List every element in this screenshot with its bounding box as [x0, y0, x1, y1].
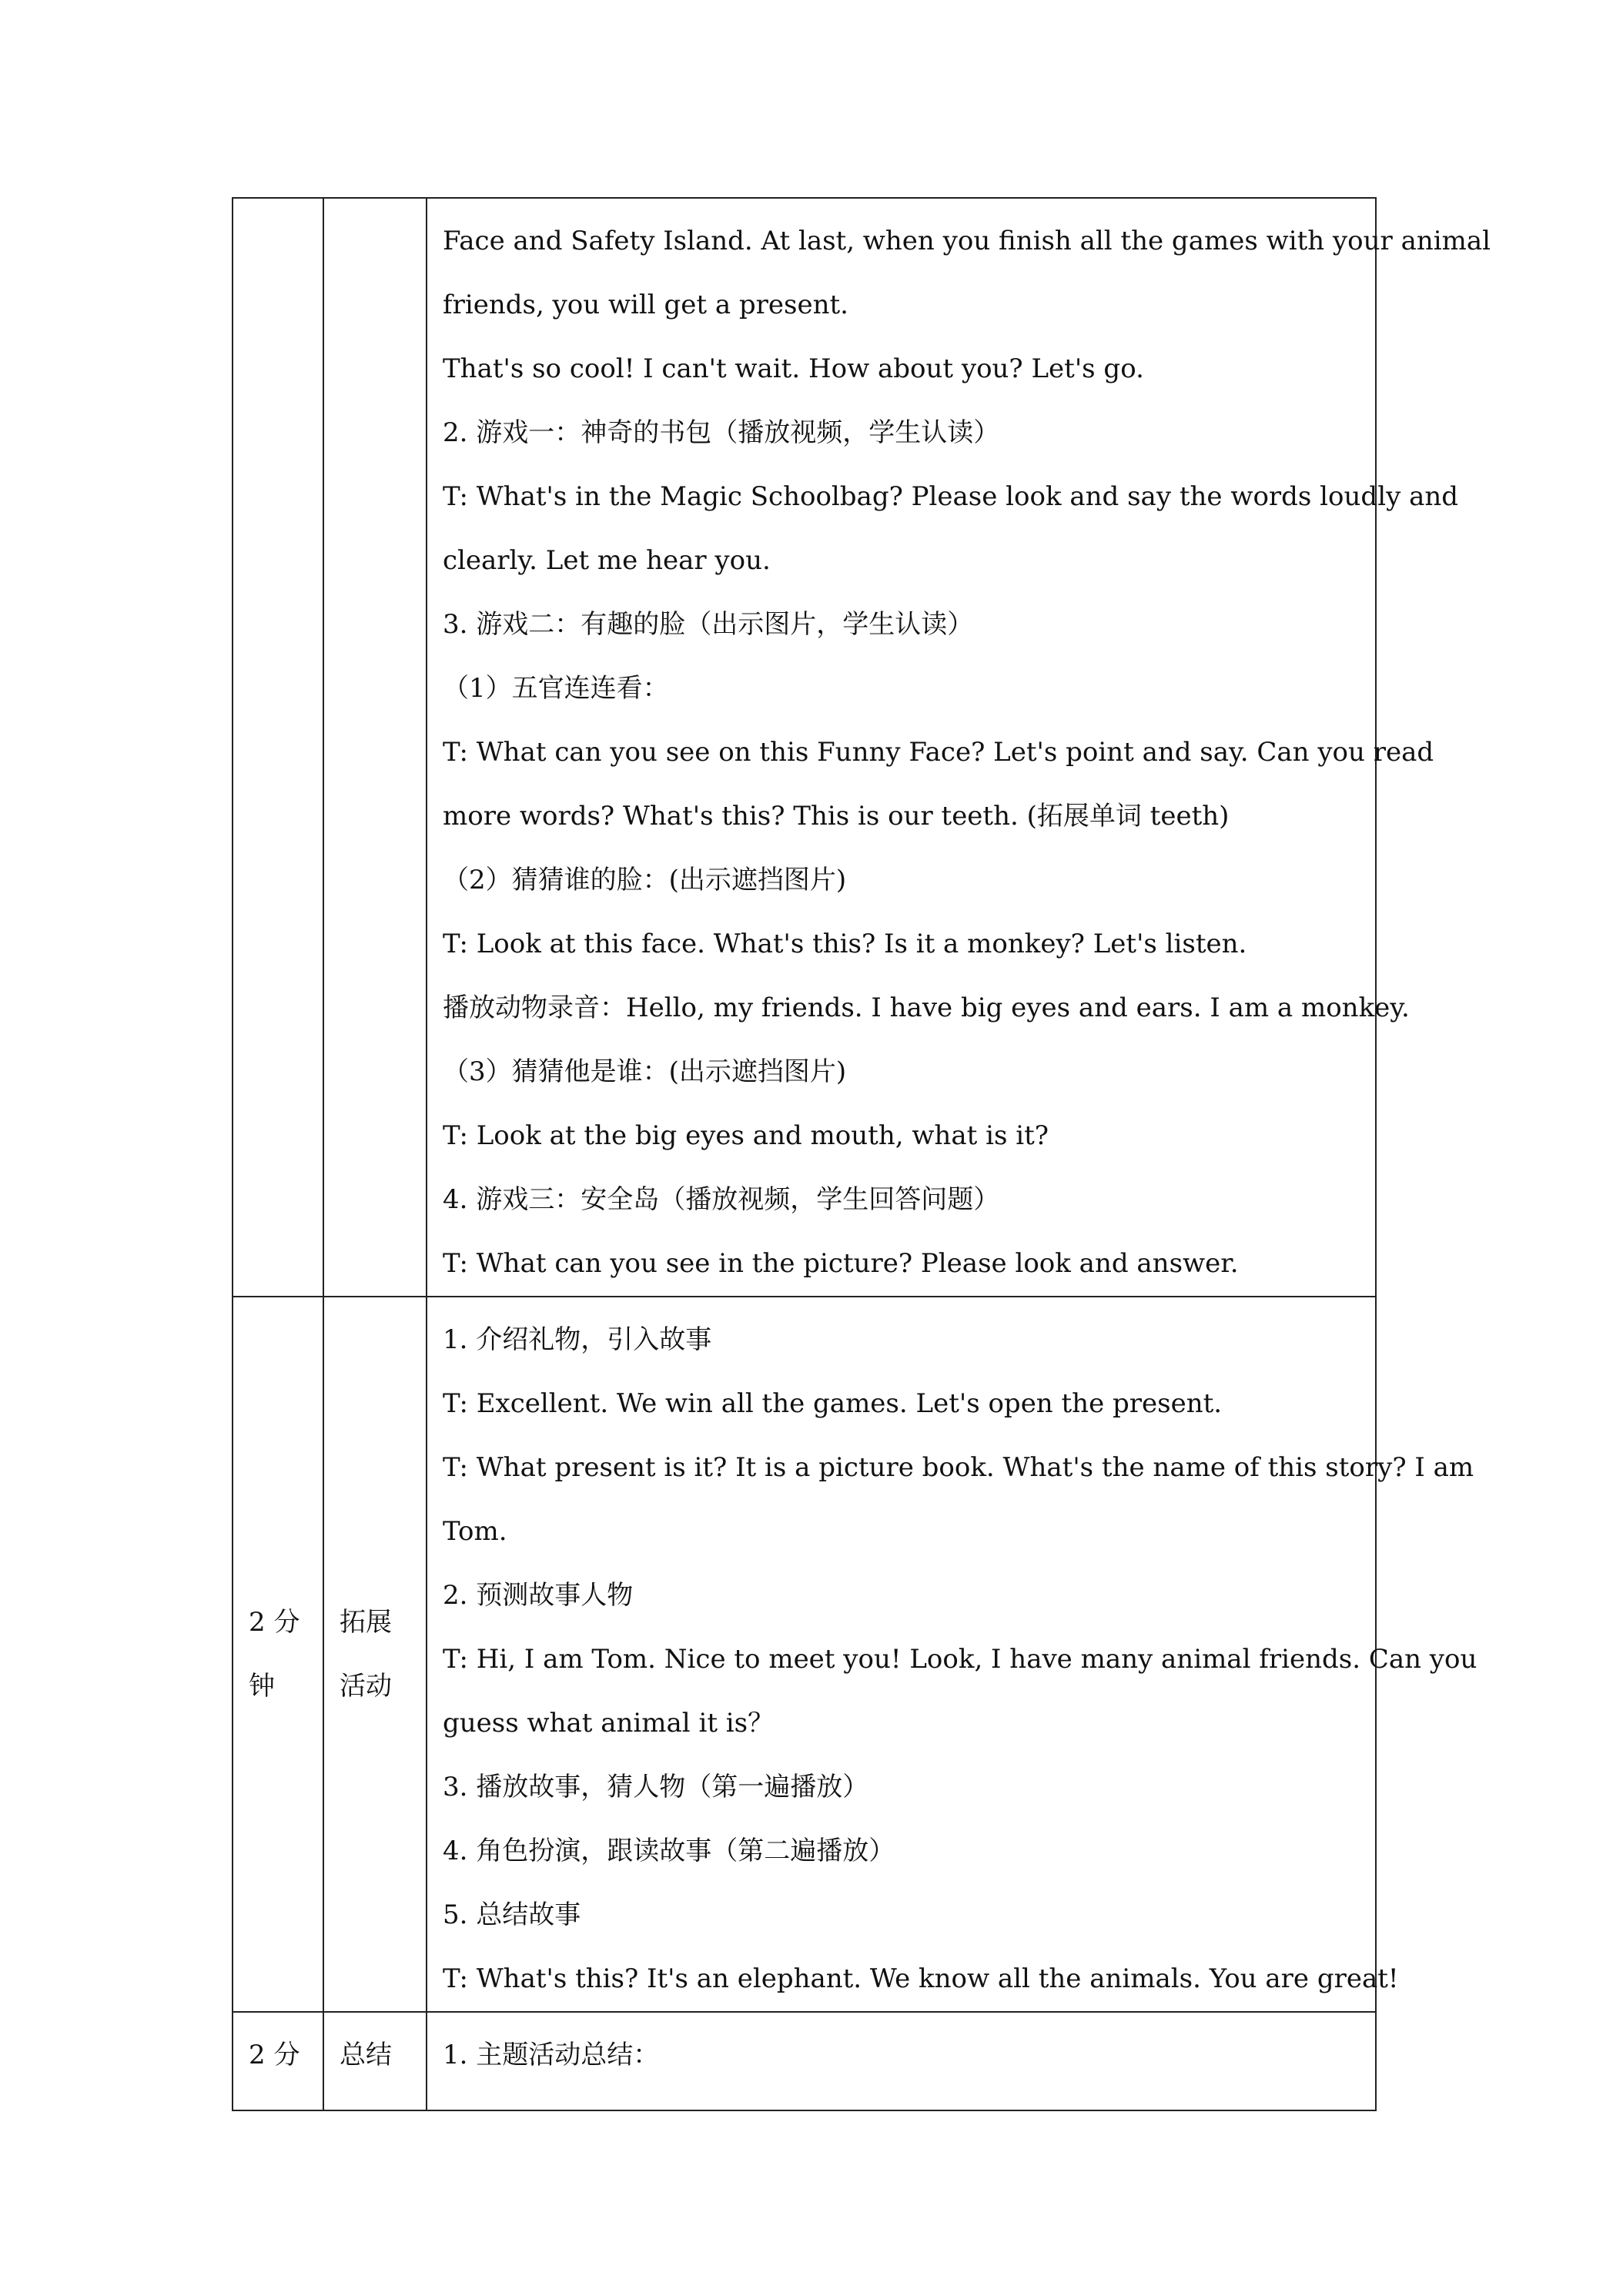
content-line: 3. 播放故事，猜人物（第一遍播放）: [443, 1772, 869, 1802]
content-line: Face and Safety Island. At last, when you finish all the games with your animal: [443, 226, 1491, 256]
content-line: Tom.: [443, 1516, 507, 1547]
content-line: friends, you will get a present.: [443, 290, 848, 320]
content-line: （1）五官连连看：: [443, 673, 669, 704]
content-line: 4. 游戏三：安全岛（播放视频，学生回答问题）: [443, 1184, 1000, 1215]
content-line: T: What can you see in the picture? Please look and answer.: [443, 1248, 1239, 1279]
content-line: more words? What's this? This is our teeth. (拓展单词 teeth): [443, 801, 1230, 832]
content-line: 2. 预测故事人物: [443, 1580, 634, 1611]
time-text: 2 分: [249, 1606, 300, 1638]
stage-text: 活动: [340, 1670, 392, 1702]
content-line: 播放动物录音：Hello, my friends. I have big eyes and ears. I am a monkey.: [443, 992, 1410, 1023]
content-line: 4. 角色扮演，跟读故事（第二遍播放）: [443, 1836, 895, 1866]
content-line: 2. 游戏一：神奇的书包（播放视频，学生认读）: [443, 417, 1000, 448]
table-row: [233, 1297, 1376, 2012]
content-line: T: Look at this face. What's this? Is it a monkey? Let's listen.: [443, 929, 1247, 959]
time-text: 2 分: [249, 2040, 300, 2070]
content-line: guess what animal it is？: [443, 1708, 775, 1739]
table-row: [233, 198, 1376, 1297]
content-cell: [427, 1297, 1477, 2012]
time-cell: [233, 1297, 323, 2012]
stage-cell: [323, 2012, 427, 2110]
content-line: 1. 主题活动总结：: [443, 2040, 660, 2070]
content-line: （3）猜猜他是谁：(出示遮挡图片): [443, 1056, 847, 1087]
content-line: T: What's this? It's an elephant. We know all the animals. You are great!: [443, 1963, 1399, 1994]
content-line: T: What's in the Magic Schoolbag? Please look and say the words loudly and: [443, 481, 1459, 512]
time-cell: [233, 198, 323, 1297]
content-cell: [427, 198, 1491, 1297]
stage-text: 拓展: [340, 1606, 392, 1638]
stage-text: 总结: [340, 2040, 392, 2070]
time-text: 钟: [249, 1670, 275, 1702]
stage-cell: [323, 198, 427, 1297]
content-line: That's so cool! I can't wait. How about you? Let's go.: [443, 353, 1144, 384]
content-cell: [427, 2012, 1376, 2110]
content-line: T: What present is it? It is a picture book. What's the name of this story? I am: [443, 1452, 1474, 1483]
content-line: T: Excellent. We win all the games. Let's open the present.: [443, 1388, 1223, 1419]
lesson-plan-table: [232, 197, 1491, 2111]
content-line: 5. 总结故事: [443, 1899, 581, 1930]
content-line: T: Hi, I am Tom. Nice to meet you! Look, I have many animal friends. Can you: [443, 1644, 1477, 1675]
content-line: T: What can you see on this Funny Face? Let's point and say. Can you read: [443, 737, 1434, 768]
content-line: T: Look at the big eyes and mouth, what is it?: [443, 1120, 1049, 1151]
stage-cell: [323, 1297, 427, 2012]
table-row: [233, 2012, 1376, 2110]
content-line: 3. 游戏二：有趣的脸（出示图片，学生认读）: [443, 609, 974, 640]
content-line: 1. 介绍礼物，引入故事: [443, 1324, 712, 1355]
time-cell: [233, 2012, 323, 2110]
content-line: （2）猜猜谁的脸：(出示遮挡图片): [443, 865, 847, 895]
content-line: clearly. Let me hear you.: [443, 545, 771, 576]
